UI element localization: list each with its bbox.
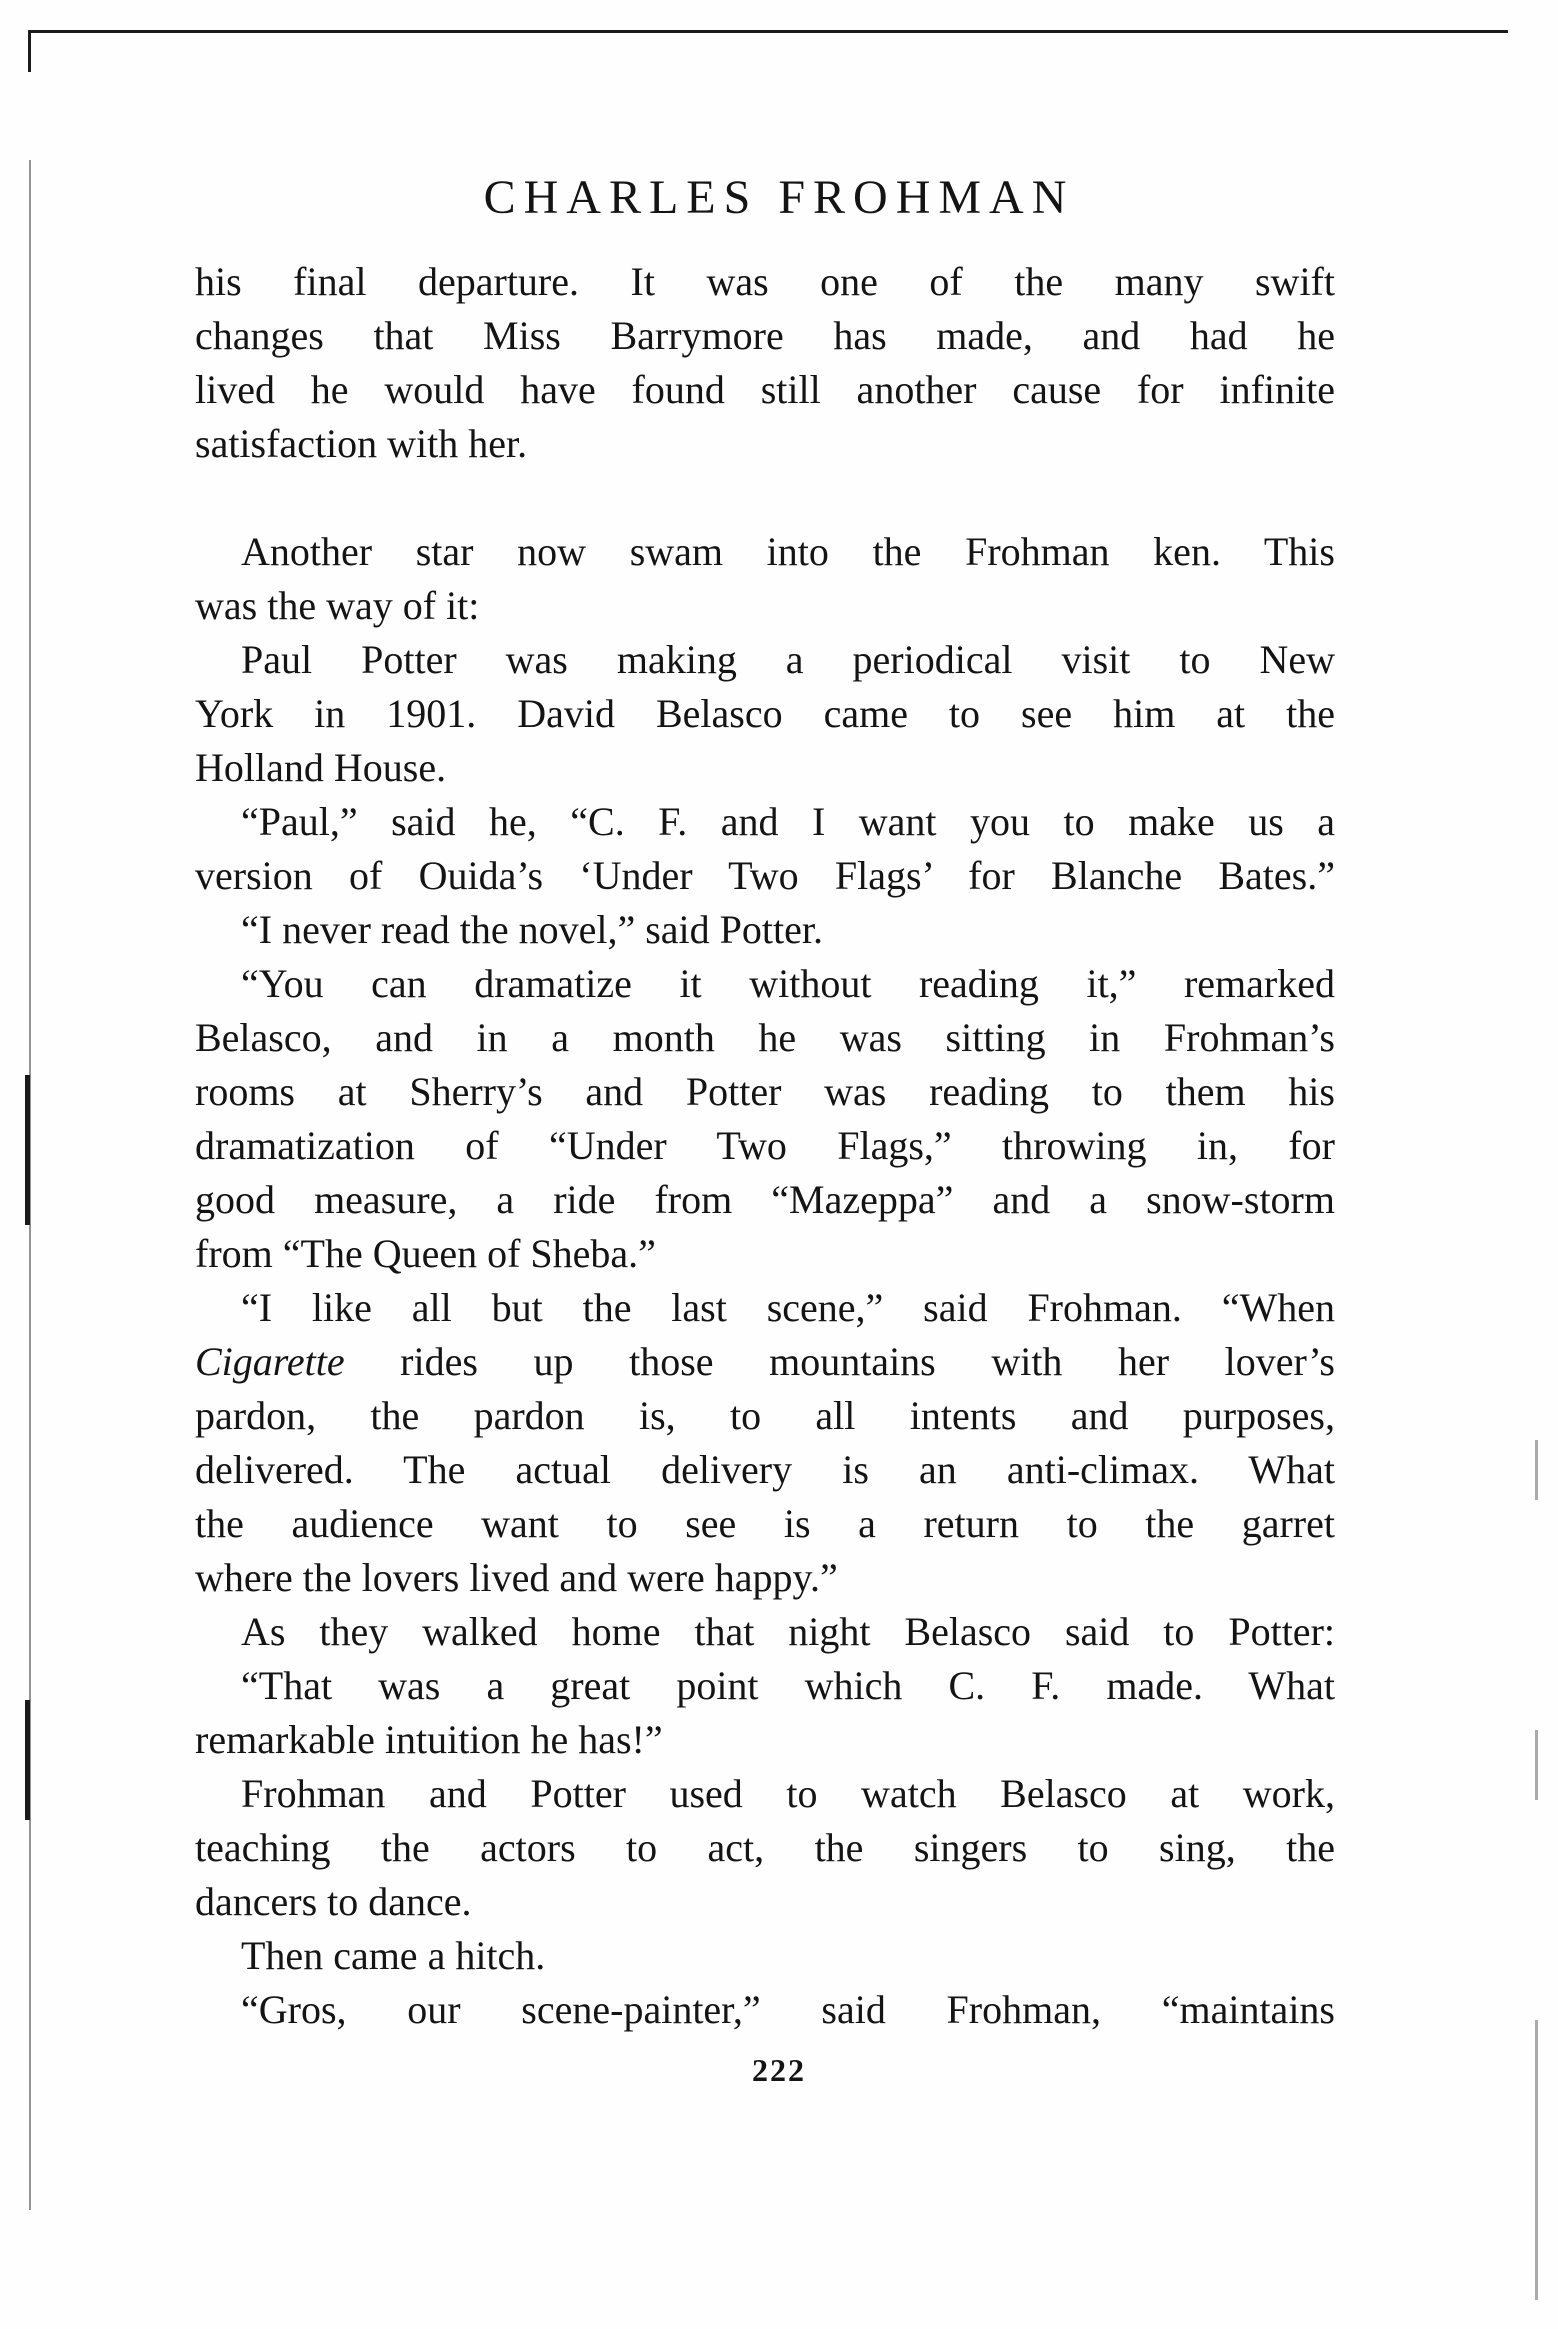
text-line: version of Ouida’s ‘Under Two Flags’ for Blanche Bates.” bbox=[195, 853, 1335, 898]
text-line: pardon, the pardon is, to all intents and purposes, bbox=[195, 1393, 1335, 1438]
text-line: remarkable intuition he has!” bbox=[195, 1717, 663, 1762]
text-line: “Paul,” said he, “C. F. and I want you to make us a bbox=[241, 799, 1335, 844]
text-line: from “The Queen of Sheba.” bbox=[195, 1231, 656, 1276]
text-line bbox=[195, 1335, 1335, 1389]
scan-mark bbox=[1535, 1730, 1538, 1800]
scan-border-top bbox=[28, 30, 1508, 33]
section-break bbox=[195, 471, 1335, 525]
text-line: where the lovers lived and were happy.” bbox=[195, 1555, 838, 1600]
text-line: “I like all but the last scene,” said Frohman. “When bbox=[241, 1285, 1335, 1330]
text-line: delivered. The actual delivery is an anti-climax. What bbox=[195, 1447, 1335, 1492]
page-body bbox=[195, 255, 1335, 2037]
text-line: Another star now swam into the Frohman ken. This bbox=[241, 529, 1335, 574]
italic-name: Cigarette bbox=[195, 1339, 345, 1384]
text-line: changes that Miss Barrymore has made, and had he bbox=[195, 313, 1335, 358]
text-line: lived he would have found still another cause for infinite bbox=[195, 367, 1335, 412]
page-number: 222 bbox=[752, 2052, 806, 2088]
text-line: “I never read the novel,” said Potter. bbox=[241, 907, 823, 952]
text-line: York in 1901. David Belasco came to see him at the bbox=[195, 691, 1335, 736]
text-line: the audience want to see is a return to the garret bbox=[195, 1501, 1335, 1546]
text-line: “Gros, our scene-painter,” said Frohman, “maintains bbox=[241, 1987, 1335, 2032]
scan-border-corner bbox=[28, 30, 31, 72]
text-line: “You can dramatize it without reading it,” remarked bbox=[241, 961, 1335, 1006]
text-line: was the way of it: bbox=[195, 583, 480, 628]
text-line: his final departure. It was one of the many swift bbox=[195, 259, 1335, 304]
text-line: dancers to dance. bbox=[195, 1879, 472, 1924]
text-line: Holland House. bbox=[195, 745, 447, 790]
text-line: Paul Potter was making a periodical visit to New bbox=[241, 637, 1335, 682]
text-line: rooms at Sherry’s and Potter was reading to them his bbox=[195, 1069, 1335, 1114]
text-line: Then came a hitch. bbox=[241, 1933, 546, 1978]
text-line: satisfaction with her. bbox=[195, 421, 528, 466]
text-line: teaching the actors to act, the singers to sing, the bbox=[195, 1825, 1335, 1870]
scan-mark bbox=[1535, 1440, 1538, 1500]
text-fragment: rides up those mountains with her lover’s bbox=[344, 1339, 1335, 1384]
text-line: As they walked home that night Belasco said to Potter: bbox=[241, 1609, 1335, 1654]
running-header: CHARLES FROHMAN bbox=[483, 171, 1075, 224]
text-line: dramatization of “Under Two Flags,” throwing in, for bbox=[195, 1123, 1335, 1168]
scan-mark bbox=[25, 1700, 30, 1820]
text-line: Frohman and Potter used to watch Belasco at work, bbox=[241, 1771, 1335, 1816]
text-line: good measure, a ride from “Mazeppa” and a snow-storm bbox=[195, 1177, 1335, 1222]
scan-mark bbox=[25, 1075, 30, 1225]
text-line: Belasco, and in a month he was sitting in Frohman’s bbox=[195, 1015, 1335, 1060]
text-line: “That was a great point which C. F. made. What bbox=[241, 1663, 1335, 1708]
